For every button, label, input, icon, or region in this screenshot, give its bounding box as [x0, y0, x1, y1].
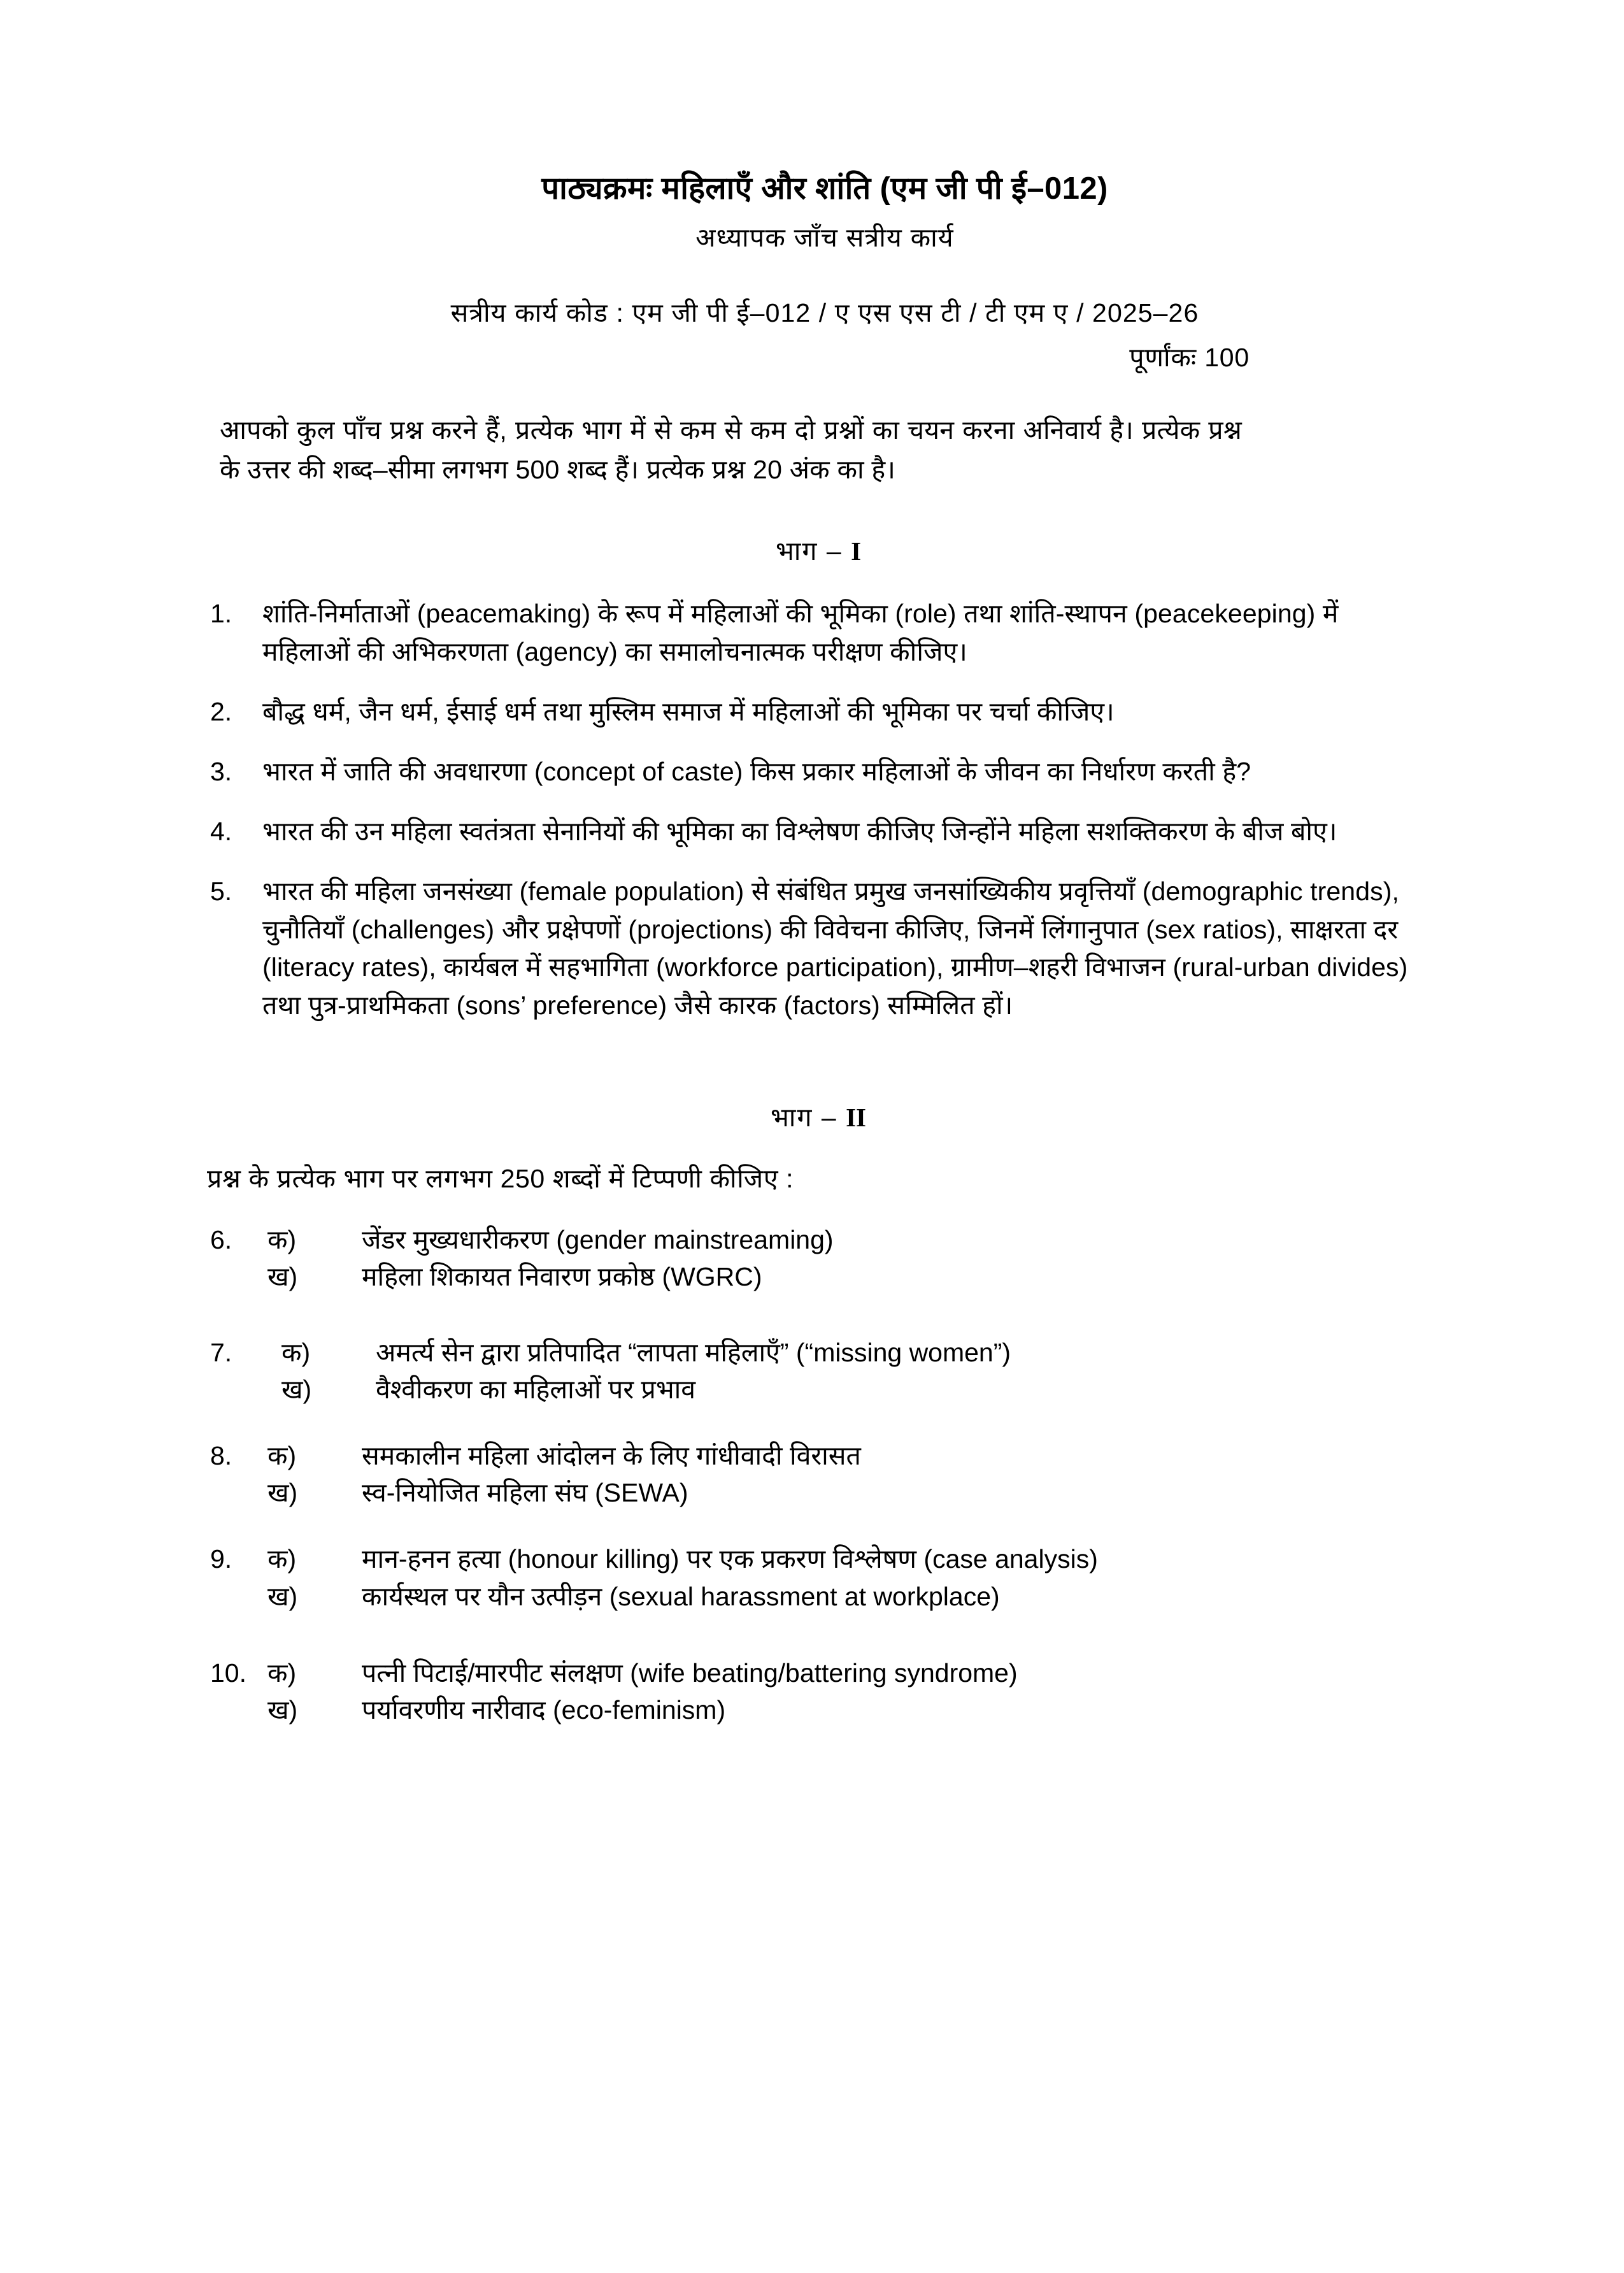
question-number: 10. — [210, 1658, 246, 1688]
question-number: 7. — [210, 1337, 232, 1367]
question-number: 9. — [210, 1544, 232, 1574]
part-1-heading — [0, 533, 1624, 568]
sub-question-label: ख) — [267, 1262, 298, 1292]
question-item — [0, 813, 1624, 851]
question-number: 3. — [210, 757, 232, 787]
part-1-question-list — [0, 595, 1624, 1025]
question-item — [0, 873, 1624, 1025]
question-group — [0, 1221, 1624, 1295]
sub-question-label: क) — [281, 1337, 311, 1367]
sub-question-text: महिला शिकायत निवारण प्रकोष्ठ (WGRC) — [362, 1262, 762, 1292]
question-number: 8. — [210, 1441, 232, 1471]
part-2-heading — [0, 1099, 1624, 1135]
sub-question-text: पर्यावरणीय नारीवाद (eco-feminism) — [362, 1695, 726, 1725]
question-text: भारत की महिला जनसंख्या (female population) से संबंधित प्रमुख जनसांख्यिकीय प्रवृत्तियाँ (demographic trends), चुनौतियाँ (challenges) और प्रक्षेपणों (projections) की विवेचना कीजिए, जिनमें लिंगानुपात (sex ratios), साक्षरता दर (literacy rates), कार्यबल में सहभागिता (workforce participation), ग्रामीण–शहरी विभाजन (rural-urban divides) तथा पुत्र-प्राथमिकता (sons’ preference) जैसे कारक (factors) सम्मिलित हों। — [262, 876, 1408, 1021]
sub-question-label: ख) — [267, 1478, 298, 1508]
question-item — [0, 753, 1624, 791]
question-group — [0, 1654, 1624, 1728]
question-number: 2. — [210, 697, 232, 727]
sub-question-row — [0, 1258, 1624, 1295]
sub-question-text: जेंडर मुख्यधारीकरण (gender mainstreaming) — [362, 1225, 834, 1255]
sub-question-label: क) — [267, 1658, 297, 1688]
sub-question-row — [0, 1371, 1624, 1408]
sub-question-text: मान-हनन हत्या (honour killing) पर एक प्रकरण विश्लेषण (case analysis) — [362, 1544, 1098, 1574]
sub-question-row — [0, 1654, 1624, 1691]
sub-question-label: क) — [267, 1225, 297, 1255]
sub-question-label: ख) — [281, 1374, 312, 1404]
sub-question-text: वैश्वीकरण का महिलाओं पर प्रभाव — [376, 1374, 696, 1404]
question-text: शांति-निर्माताओं (peacemaking) के रूप में महिलाओं की भूमिका (role) तथा शांति-स्थापन (peacekeeping) में महिलाओं की अभिकरणता (agency) का समालोचनात्मक परीक्षण कीजिए। — [262, 599, 1339, 667]
question-text: बौद्ध धर्म, जैन धर्म, ईसाई धर्म तथा मुस्लिम समाज में महिलाओं की भूमिका पर चर्चा कीजिए। — [262, 697, 1115, 727]
question-item — [0, 595, 1624, 671]
document-subtitle: अध्यापक जाँच सत्रीय कार्य — [695, 222, 954, 252]
sub-question-row — [0, 1540, 1624, 1577]
sub-question-label: ख) — [267, 1581, 298, 1611]
general-instructions: आपको कुल पाँच प्रश्न करने हैं, प्रत्येक भाग में से कम से कम दो प्रश्नों का चयन करना अनिवार्य है। प्रत्येक प्रश्न के उत्तर की शब्द–सीमा लगभग 500 शब्द हैं। प्रत्येक प्रश्न 20 अंक का है। — [220, 415, 1242, 485]
question-text: भारत में जाति की अवधारणा (concept of caste) किस प्रकार महिलाओं के जीवन का निर्धारण करती है? — [262, 757, 1251, 787]
max-marks: पूर्णांकः 100 — [1129, 342, 1250, 372]
part-2-instruction: प्रश्न के प्रत्येक भाग पर लगभग 250 शब्दों में टिप्पणी कीजिए : — [207, 1164, 794, 1194]
question-number: 1. — [210, 599, 232, 629]
question-text: भारत की उन महिला स्वतंत्रता सेनानियों की भूमिका का विश्लेषण कीजिए जिन्होंने महिला सशक्तिकरण के बीज बोए। — [262, 816, 1337, 846]
question-group — [0, 1540, 1624, 1614]
part-1-numeral: I — [851, 536, 862, 566]
part-2-heading-label: भाग – — [770, 1103, 846, 1133]
sub-question-row — [0, 1578, 1624, 1615]
sub-question-text: पत्नी पिटाई/मारपीट संलक्षण (wife beating/battering syndrome) — [362, 1658, 1018, 1688]
sub-question-text: स्व-नियोजित महिला संघ (SEWA) — [362, 1478, 688, 1508]
sub-question-row — [0, 1437, 1624, 1474]
question-item — [0, 693, 1624, 731]
sub-question-row — [0, 1691, 1624, 1728]
assignment-code: सत्रीय कार्य कोड : एम जी पी ई–012 / ए एस एस टी / टी एम ए / 2025–26 — [450, 298, 1199, 327]
question-group — [0, 1334, 1624, 1408]
question-number: 6. — [210, 1225, 232, 1255]
document-header — [0, 171, 1624, 255]
question-group — [0, 1437, 1624, 1511]
part-1-heading-label: भाग – — [775, 536, 851, 566]
part-2-numeral: II — [846, 1103, 867, 1133]
part-2-question-list — [0, 1221, 1624, 1728]
sub-question-text: कार्यस्थल पर यौन उत्पीड़न (sexual harassment at workplace) — [362, 1581, 1000, 1611]
sub-question-row — [0, 1334, 1624, 1371]
assignment-code-block — [0, 294, 1624, 375]
sub-question-row — [0, 1474, 1624, 1511]
document-page — [0, 171, 1624, 2273]
question-number: 5. — [210, 876, 232, 906]
sub-question-text: समकालीन महिला आंदोलन के लिए गांधीवादी विरासत — [362, 1441, 861, 1471]
sub-question-label: क) — [267, 1441, 297, 1471]
sub-question-text: अमर्त्य सेन द्वारा प्रतिपादित “लापता महिलाएँ” (“missing women”) — [376, 1337, 1011, 1367]
question-number: 4. — [210, 816, 232, 846]
page-title: पाठ्यक्रमः महिलाएँ और शांति (एम जी पी ई–012) — [541, 171, 1108, 206]
sub-question-label: क) — [267, 1544, 297, 1574]
sub-question-label: ख) — [267, 1695, 298, 1725]
sub-question-row — [0, 1221, 1624, 1258]
